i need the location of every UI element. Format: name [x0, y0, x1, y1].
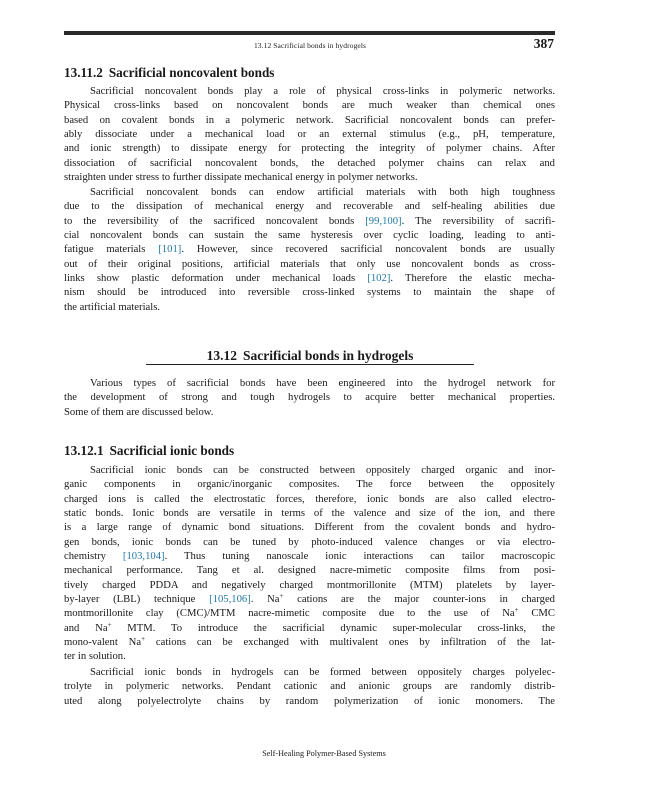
text-line — [64, 607, 555, 621]
text-line: gen bonds, ionic bonds can be tuned by photo-induced valence changes or via electro- — [64, 536, 555, 548]
footer-book-title: Self-Healing Polymer-Based Systems — [262, 749, 386, 758]
text-run: CMC — [518, 608, 555, 620]
text-line: based on covalent bonds in a polymeric network. Sacrificial noncovalent bonds can prefer- — [64, 114, 555, 126]
text-line: Sacrificial noncovalent bonds can endow artificial materials with both high toughness — [90, 187, 555, 198]
text-line — [64, 550, 555, 564]
text-line: ter in solution. — [64, 651, 126, 663]
text-run: . Na — [250, 594, 280, 606]
text-line: uted along polyelectrolyte chains by random polymerization of ionic monomers. The — [64, 695, 555, 707]
text-line: tively charged PDDA and negatively charged montmorillonite (MTM) platelets by layer- — [64, 579, 555, 591]
text-line: Physical cross-links based on noncovalent bonds are much weaker than chemical ones — [64, 100, 555, 112]
text-line: static bonds. Ionic bonds are versatile in terms of the valence and size of the ion, and there — [64, 508, 555, 520]
paragraph-ionic-1 — [64, 464, 555, 665]
subsection-heading-13-11-2 — [64, 65, 274, 81]
text-run: fatigue materials — [64, 244, 159, 256]
text-run: . Therefore the elastic mecha- — [390, 273, 555, 285]
text-line — [64, 593, 555, 607]
text-line: Sacrificial ionic bonds in hydrogels can be formed between oppositely charges polyelec- — [90, 667, 555, 678]
text-line: nism should be introduced into reversible cross-linked systems to maintain the shape of — [64, 287, 555, 299]
superscript-plus: + — [141, 635, 146, 644]
text-line: due to the dissipation of mechanical energy and recoverable and self-healing abilities due — [64, 201, 555, 213]
text-line — [64, 215, 555, 229]
text-line: mechanical performance. Tang et al. designed nacre-mimetic composite films from posi- — [64, 565, 555, 577]
text-line: out of their original positions, artificial materials that only use noncovalent bonds as cross- — [64, 258, 555, 270]
text-line — [64, 272, 555, 286]
text-run: MTM. To introduce the sacrificial dynamic super-molecular cross-links, the — [111, 622, 555, 634]
citation-link[interactable]: [99,100] — [365, 215, 402, 227]
text-line: Sacrificial noncovalent bonds play a role of physical cross-links in polymeric networks. — [90, 86, 555, 97]
text-line: cial noncovalent bonds can sustain the same hysteresis over cyclic loading, leading to anti- — [64, 230, 555, 242]
text-line: the development of strong and tough hydrogels to acquire better mechanical properties. — [64, 392, 555, 404]
text-line: dissociation of sacrificial noncovalent bonds, the detached polymer chains can relax and — [64, 157, 555, 169]
text-line: charged ions is called the electrostatic forces, therefore, ionic bonds are also called electro- — [64, 493, 555, 505]
page-number: 387 — [533, 36, 554, 51]
text-line — [64, 622, 555, 636]
text-run: by-layer (LBL) technique — [64, 594, 210, 606]
subsection-heading-13-12-1 — [64, 443, 234, 459]
text-run: cations can be exchanged with multivalent ones by infiltration of the lat- — [145, 637, 555, 649]
text-run: cations are the major counter-ions in charged — [283, 594, 555, 606]
paragraph-noncovalent-1 — [64, 85, 555, 185]
section-title: Sacrificial bonds in hydrogels — [242, 348, 414, 363]
text-run: . Thus tuning nanoscale ionic interactions can tailor macroscopic — [164, 551, 555, 563]
text-run: montmorillonite clay (CMC)/MTM nacre-mimetic composite due to the use of Na — [64, 608, 515, 620]
citation-link[interactable]: [102] — [367, 273, 391, 285]
section-rule — [146, 364, 474, 365]
text-line: the artificial materials. — [64, 301, 161, 313]
subsection-title: Sacrificial ionic bonds — [109, 443, 235, 458]
superscript-plus: + — [514, 606, 519, 615]
subsection-number: 13.12.1 — [64, 443, 104, 458]
citation-link[interactable]: [105,106] — [209, 594, 251, 606]
text-line: and ionic strength) to dissipate energy for protecting the integrity of polymer chains. After — [64, 143, 555, 155]
section-heading-text — [146, 348, 474, 364]
paragraph-noncovalent-2 — [64, 186, 555, 315]
subsection-number: 13.11.2 — [64, 65, 103, 80]
text-run: . However, since recovered sacrificial noncovalent bonds are usually — [181, 244, 555, 256]
section-heading-13-12 — [146, 348, 474, 364]
section-number: 13.12 — [206, 348, 237, 363]
text-run: mono-valent Na — [64, 637, 142, 649]
text-line: straighten under stress to further dissipate mechanical energy in polymer networks. — [64, 172, 418, 184]
running-head: 13.12 Sacrificial bonds in hydrogels — [253, 41, 367, 50]
citation-link[interactable]: [101] — [158, 244, 182, 256]
header-rule — [64, 31, 555, 35]
text-line: Sacrificial ionic bonds can be constructed between oppositely charged organic and inor- — [90, 465, 555, 476]
text-line: trolyte in polymeric networks. Pendant cationic and anionic groups are randomly distrib- — [64, 681, 555, 693]
text-line: Some of them are discussed below. — [64, 406, 214, 418]
paragraph-intro — [64, 377, 555, 420]
subsection-title: Sacrificial noncovalent bonds — [108, 65, 275, 80]
text-run: and Na — [64, 622, 108, 634]
text-line: Various types of sacrificial bonds have been engineered into the hydrogel network for — [90, 378, 555, 389]
citation-link[interactable]: [103,104] — [122, 551, 165, 563]
text-line — [64, 636, 555, 650]
text-line: ably dissociate under a mechanical load or an external stimulus (e.g., pH, temperature, — [64, 129, 555, 141]
text-run: to the reversibility of the sacrificed noncovalent bonds — [64, 215, 366, 227]
text-line: ganic components in organic/inorganic composites. The force between the oppositely — [64, 479, 555, 491]
text-run: . The reversibility of sacrifi- — [401, 215, 555, 227]
text-line: is a large range of dynamic bond situations. Different from the covalent bonds and hydro- — [64, 522, 555, 534]
text-line — [64, 243, 555, 257]
text-run: links show plastic deformation under mechanical loads — [64, 273, 368, 285]
superscript-plus: + — [279, 592, 284, 601]
text-run: chemistry — [64, 551, 123, 563]
paragraph-ionic-2 — [64, 666, 555, 709]
superscript-plus: + — [107, 620, 112, 629]
